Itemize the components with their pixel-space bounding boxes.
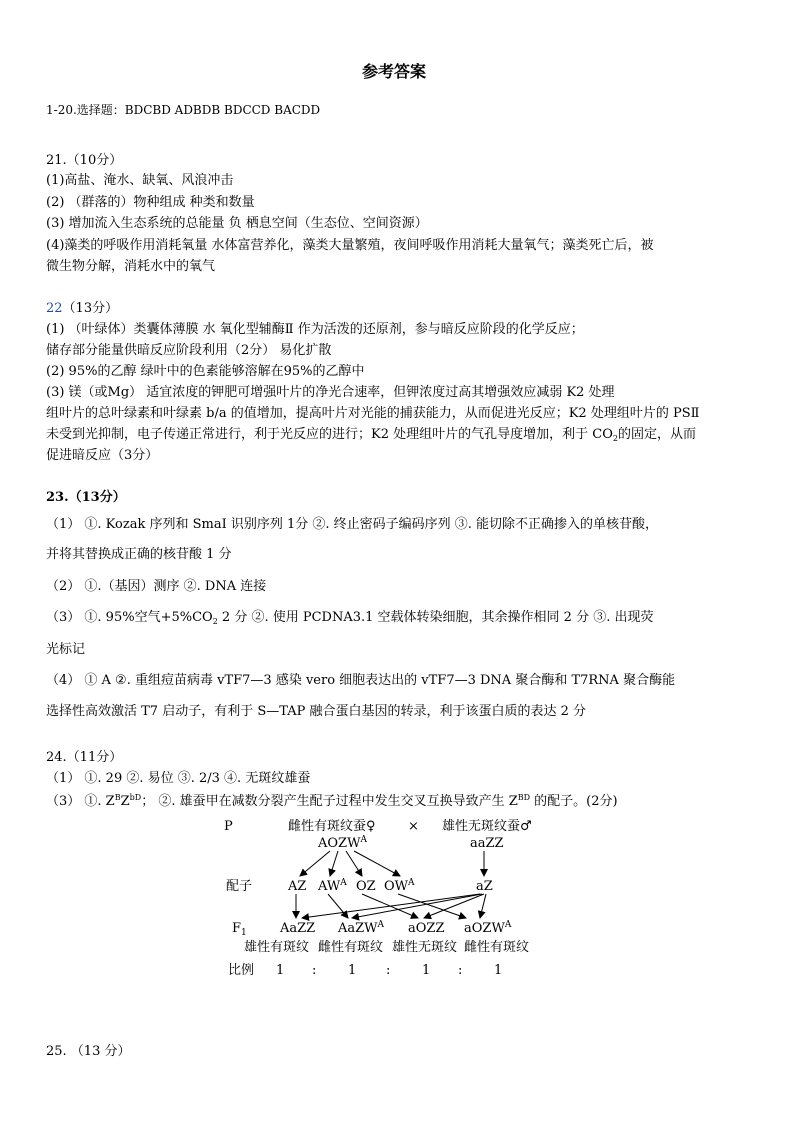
arrow xyxy=(480,894,486,918)
q23-header: 23.（13分） xyxy=(46,490,126,505)
ratio-colon: : xyxy=(458,963,463,978)
q22-line-3: (2) 95%的乙醇 绿叶中的色素能够溶解在95%的乙醇中 xyxy=(46,364,365,379)
offspring-aozwa-sup: A xyxy=(504,920,512,930)
q23-line-4-text: （3） ①. 95%空气+5%CO xyxy=(46,610,213,625)
gamete-owa-text: OW xyxy=(384,879,409,894)
f1-label-sub: 1 xyxy=(241,928,247,938)
phenotype-1: 雄性有斑纹 xyxy=(244,940,310,955)
q24-header: 24.（11分） xyxy=(46,750,123,765)
gamete-az-male: aZ xyxy=(476,879,493,894)
p-label: P xyxy=(224,819,233,834)
phenotype-4: 雌性有斑纹 xyxy=(464,940,530,955)
gamete-awa xyxy=(317,878,347,894)
q22-line-2: 储存部分能量供暗反应阶段利用（2分） 易化扩散 xyxy=(46,343,332,358)
q22-line-7: 促进暗反应（3分） xyxy=(46,448,159,463)
f1-label-text: F xyxy=(232,921,242,936)
female-genotype-text: AOZW xyxy=(318,836,361,851)
q23-line-4-tail: 2 分 ②. 使用 PCDNA3.1 空载体转染细胞，其余操作相同 2 分 ③. 出现荧 xyxy=(217,610,654,625)
offspring-aozwa xyxy=(464,920,512,936)
q21-header: 21.（10分） xyxy=(46,153,123,168)
female-parent-label: 雌性有斑纹蚕♀ xyxy=(288,819,376,834)
offspring-aozz: aOZZ xyxy=(408,921,445,936)
male-parent-label: 雄性无斑纹蚕♂ xyxy=(442,819,532,834)
co2-subscript: 2 xyxy=(212,617,218,626)
ratio-colon: : xyxy=(312,963,317,978)
q22-line-1: (1) （叶绿体）类囊体薄膜 水 氧化型辅酶Ⅱ 作为活泼的还原剂，参与暗反应阶段的化学反应； xyxy=(46,322,584,337)
ratio-colon: : xyxy=(386,963,391,978)
female-genotype xyxy=(317,835,367,851)
q21-line-2: (2) （群落的）物种组成 种类和数量 xyxy=(46,195,255,210)
arrow xyxy=(354,851,400,876)
ratio-4: 1 xyxy=(494,963,503,978)
ratio-3: 1 xyxy=(422,963,431,978)
phenotype-3: 雄性无斑纹 xyxy=(392,940,458,955)
ratio-label: 比例 xyxy=(228,963,255,978)
q23-line-2: 并将其替换成正确的核苷酸 1 分 xyxy=(46,547,232,562)
arrow xyxy=(300,851,330,876)
ratio-1: 1 xyxy=(276,963,285,978)
arrow xyxy=(330,851,338,876)
q22-line-6-text: 未受到光抑制，电子传递正常进行，利于光反应的进行；K2 处理组叶片的气孔导度增加，利于 CO xyxy=(46,427,613,442)
q23-line-1: （1） ①. Kozak 序列和 SmaI 识别序列 1分 ②. 终止密码子编码序列 ③. 能切除不正确掺入的单核苷酸， xyxy=(46,517,659,532)
phenotype-2: 雌性有斑纹 xyxy=(318,940,384,955)
q23-line-7: 选择性高效激活 T7 启动子，有利于 S—TAP 融合蛋白基因的转录，利于该蛋白质的表达 2 分 xyxy=(46,704,587,719)
mc-answers: 1-20.选择题：BDCBD ADBDB BDCCD BACDD xyxy=(46,103,321,117)
q24-line-2-z: Z xyxy=(120,794,130,809)
gamete-owa xyxy=(384,878,415,894)
f1-label xyxy=(232,921,247,938)
q24-line-1: （1） ①. 29 ②. 易位 ③. 2/3 ④. 无斑纹雄蚕 xyxy=(46,771,311,786)
q21-line-5: 微生物分解，消耗水中的氧气 xyxy=(46,259,216,274)
superscript: B xyxy=(114,793,121,802)
gamete-label: 配子 xyxy=(226,879,253,894)
gamete-awa-text: AW xyxy=(318,879,341,894)
female-genotype-sup: A xyxy=(360,835,367,845)
offspring-aazz: AaZZ xyxy=(280,921,316,936)
offspring-aazwa xyxy=(337,920,385,936)
male-genotype: aaZZ xyxy=(470,836,504,851)
gamete-owa-sup: A xyxy=(408,878,415,888)
q22-score: （13分） xyxy=(62,301,119,316)
q22-line-4: (3) 镁（或Mg） 适宜浓度的钾肥可增强叶片的净光合速率，但钾浓度过高其增强效应减弱 K2 处理 xyxy=(46,385,615,400)
gamete-awa-sup: A xyxy=(340,878,347,888)
q22-line-6-tail: 的固定，从而 xyxy=(617,427,696,442)
q22-number: 22 xyxy=(46,301,63,316)
superscript: bD xyxy=(129,793,142,802)
offspring-aazwa-sup: A xyxy=(377,920,385,930)
q21-line-4: (4)藻类的呼吸作用消耗氧量 水体富营养化，藻类大量繁殖，夜间呼吸作用消耗大量氧气；藻类死亡后，被 xyxy=(46,238,654,253)
superscript: BD xyxy=(517,793,531,802)
gamete-az: AZ xyxy=(288,879,307,894)
q21-line-1: (1)高盐、淹水、缺氧、风浪冲击 xyxy=(46,173,234,188)
page-title: 参考答案 xyxy=(362,62,427,81)
cross-symbol: × xyxy=(408,819,419,834)
offspring-aazwa-text: AaZW xyxy=(338,921,378,936)
ratio-2: 1 xyxy=(348,963,357,978)
arrow xyxy=(346,851,362,876)
q21-line-3: (3) 增加流入生态系统的总能量 负 栖息空间（生态位、空间资源） xyxy=(46,216,428,231)
co2-subscript: 2 xyxy=(612,434,618,443)
q24-line-2-tail: 的配子。(2分) xyxy=(530,794,618,809)
q22-line-5: 组叶片的总叶绿素和叶绿素 b/a 的值增加，提高叶片对光能的捕获能力，从而促进光反应；K2 处理组叶片的 PSⅡ xyxy=(46,406,700,421)
offspring-aozwa-text: aOZW xyxy=(464,921,505,936)
q24-line-2-mid: ； ②. 雄蚕甲在减数分裂产生配子过程中发生交叉互换导致产生 Z xyxy=(141,794,518,809)
q23-line-6: （4） ① A ②. 重组痘苗病毒 vTF7—3 感染 vero 细胞表达出的 vTF7—3 DNA 聚合酶和 T7RNA 聚合酶能 xyxy=(46,673,676,688)
q23-line-5: 光标记 xyxy=(46,642,86,657)
q24-line-2-text: （3） ①. Z xyxy=(46,794,115,809)
q25-header: 25. （13 分） xyxy=(46,1044,131,1059)
gamete-oz: OZ xyxy=(356,879,376,894)
q23-line-3: （2） ①.（基因）测序 ②. DNA 连接 xyxy=(46,579,267,594)
